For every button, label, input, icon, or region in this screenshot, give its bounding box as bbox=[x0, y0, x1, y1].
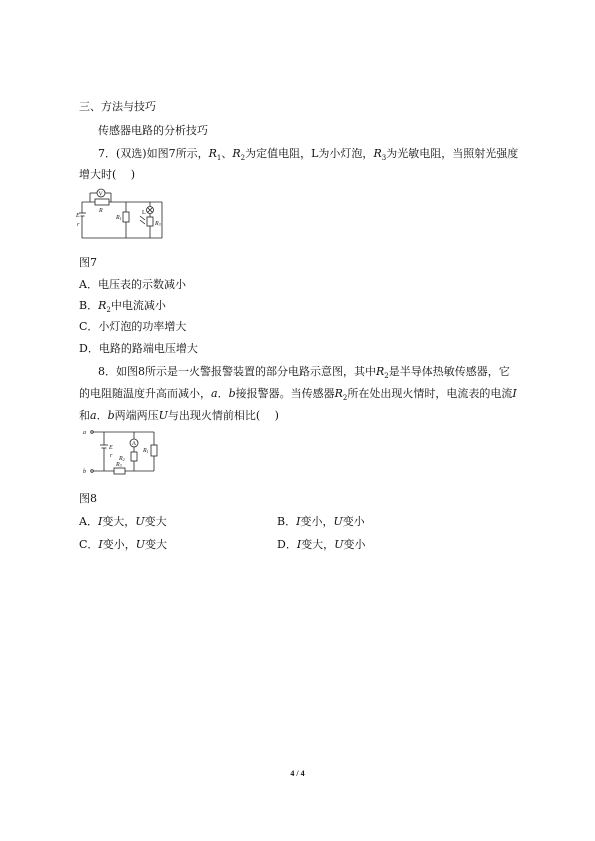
fig8-e-label: E bbox=[109, 445, 113, 451]
fig8-r-small-label: r bbox=[110, 453, 113, 459]
figure-8-circuit bbox=[82, 425, 172, 477]
fig8-r2-label: R2 bbox=[119, 456, 125, 462]
q7-option-c: C．小灯泡的功率增大 bbox=[79, 320, 187, 333]
figure-8-caption: 图8 bbox=[79, 492, 97, 505]
q8-stem-line1: 8．如图8所示是一火警报警装置的部分电路示意图，其中$R_2$是半导体热敏传感器，它 bbox=[98, 365, 510, 381]
fig7-e-label: E bbox=[76, 213, 80, 219]
fig7-r-label: R bbox=[99, 208, 103, 214]
q8-option-d: D．I变大，U变小 bbox=[277, 538, 366, 551]
subsection-title: 传感器电路的分析技巧 bbox=[98, 124, 208, 137]
q8-option-b: B．I变小，U变小 bbox=[277, 515, 365, 528]
q8-stem-line3: 和a．b两端两压U与出现火情前相比( ) bbox=[79, 409, 279, 422]
fig8-a-label: a bbox=[83, 430, 86, 436]
section-title: 三、方法与技巧 bbox=[79, 100, 156, 113]
fig7-r-small-label: r bbox=[77, 222, 80, 228]
fig8-b-label: b bbox=[83, 469, 86, 475]
figure-7-circuit bbox=[78, 186, 178, 242]
fig8-ammeter-label: A bbox=[131, 441, 137, 447]
q7-stem-line1: 7．(双选)如图7所示，$R_1$、$R_2$为定值电阻，L为小灯泡，$R_3$为光敏电阻，当照射光强度 bbox=[98, 147, 519, 163]
q8-stem-line2: 的电阻随温度升高而减小，a．b接报警器。当传感器$R_2$所在处出现火情时，电流表的电流I bbox=[79, 387, 517, 403]
fig7-r3-label: R3 bbox=[155, 221, 161, 227]
q8-option-c: C．I变小，U变大 bbox=[79, 538, 168, 551]
fig7-l-label: L bbox=[142, 210, 146, 216]
fig7-r1-label: R1 bbox=[116, 215, 122, 221]
page-number: 4 / 4 bbox=[290, 769, 305, 778]
q7-option-d: D．电路的路端电压增大 bbox=[79, 342, 198, 355]
fig8-r3-label: R3 bbox=[116, 462, 122, 468]
q7-stem-line2: 增大时( ) bbox=[79, 168, 136, 181]
fig7-voltmeter-label: V bbox=[98, 191, 103, 198]
q7-option-b: B．$R_2$中电流减小 bbox=[79, 299, 166, 315]
figure-7-caption: 图7 bbox=[79, 256, 97, 269]
fig8-r1-label: R1 bbox=[143, 448, 149, 454]
q8-option-a: A．I变大，U变大 bbox=[79, 515, 167, 528]
q7-option-a: A．电压表的示数减小 bbox=[79, 278, 186, 291]
